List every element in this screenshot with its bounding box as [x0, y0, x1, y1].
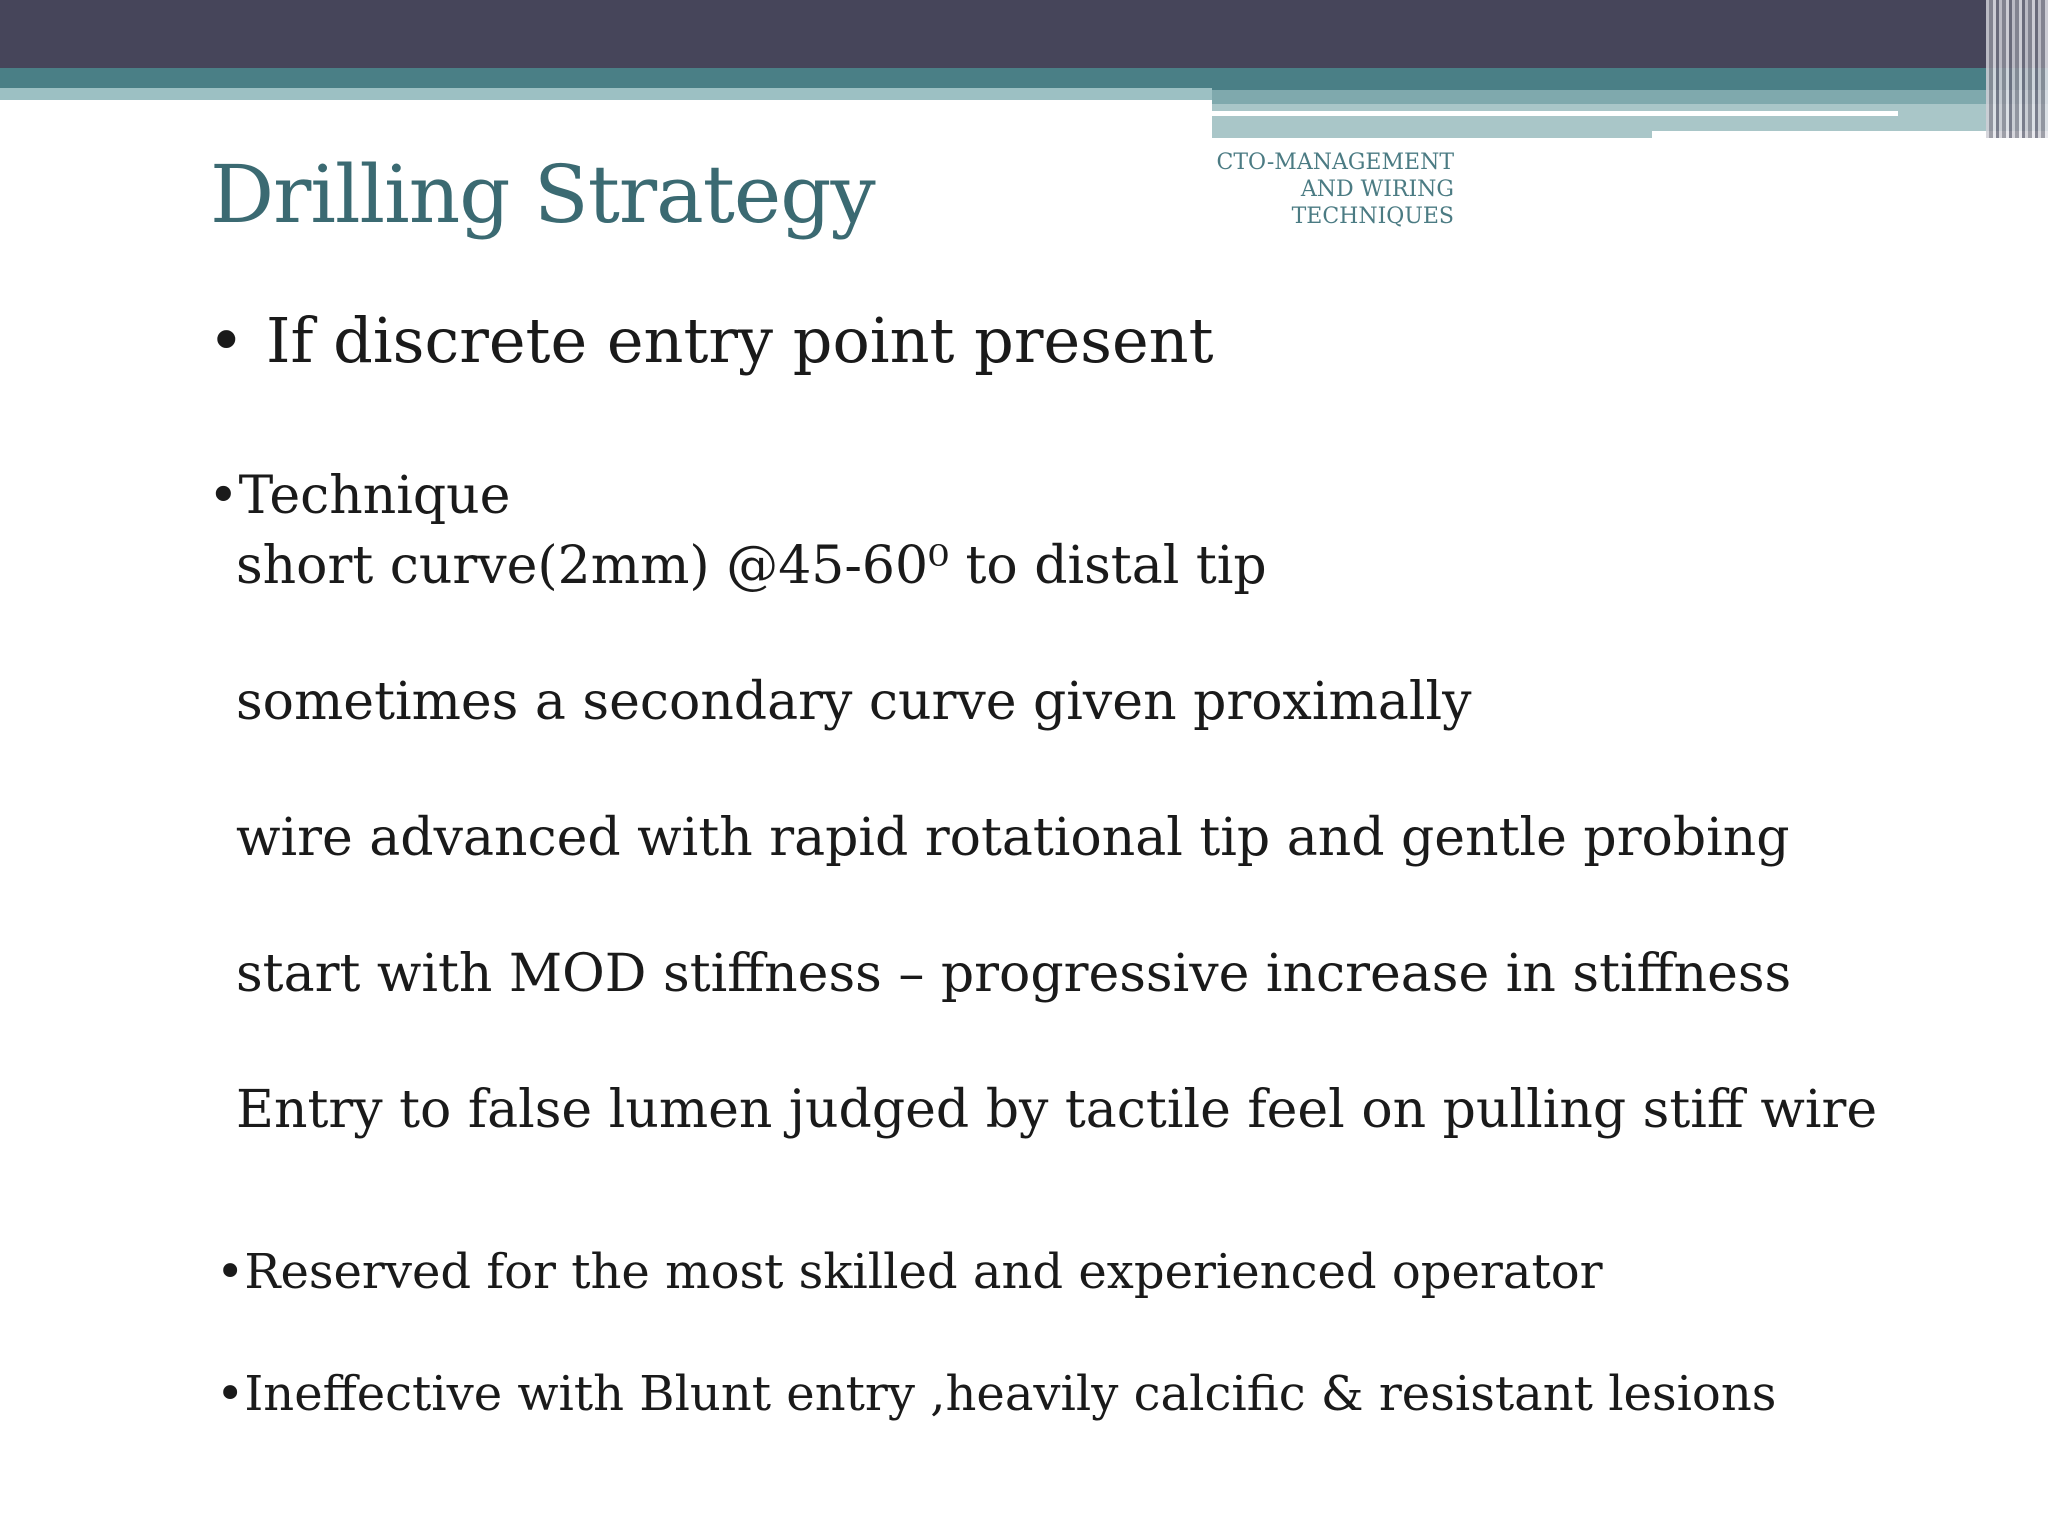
technique-line: sometimes a secondary curve given proximally [236, 672, 1472, 732]
technique-line: Entry to false lumen judged by tactile feel on pulling stiff wire [236, 1080, 1878, 1140]
technique-line: short curve(2mm) @45-60⁰ to distal tip [236, 536, 1267, 596]
technique-heading: •Technique [208, 466, 511, 526]
technique-line: wire advanced with rapid rotational tip and gentle probing [236, 808, 1790, 868]
subtitle-line: CTO-MANAGEMENT [1216, 150, 1454, 175]
subtitle-line: AND WIRING [1300, 177, 1454, 202]
main-bullet [208, 304, 1214, 377]
slide-subtitle [1180, 149, 1454, 230]
header-divider-line [1212, 111, 1898, 116]
main-bullet-text: If discrete entry point present [266, 304, 1214, 377]
header-band-light [0, 88, 1212, 100]
slide-title: Drilling Strategy [210, 148, 875, 241]
header-stripes-decoration [1986, 0, 2048, 138]
note-line: •Ineffective with Blunt entry ,heavily calcific & resistant lesions [216, 1366, 1777, 1422]
header-band-right [1212, 90, 2048, 104]
header-band-teal [0, 68, 2048, 90]
technique-line: start with MOD stiffness – progressive increase in stiffness [236, 944, 1792, 1004]
subtitle-line: TECHNIQUES [1291, 204, 1454, 229]
header-band-dark [0, 0, 2048, 68]
note-line: •Reserved for the most skilled and experienced operator [216, 1244, 1603, 1300]
bullet-icon: • [208, 304, 245, 377]
